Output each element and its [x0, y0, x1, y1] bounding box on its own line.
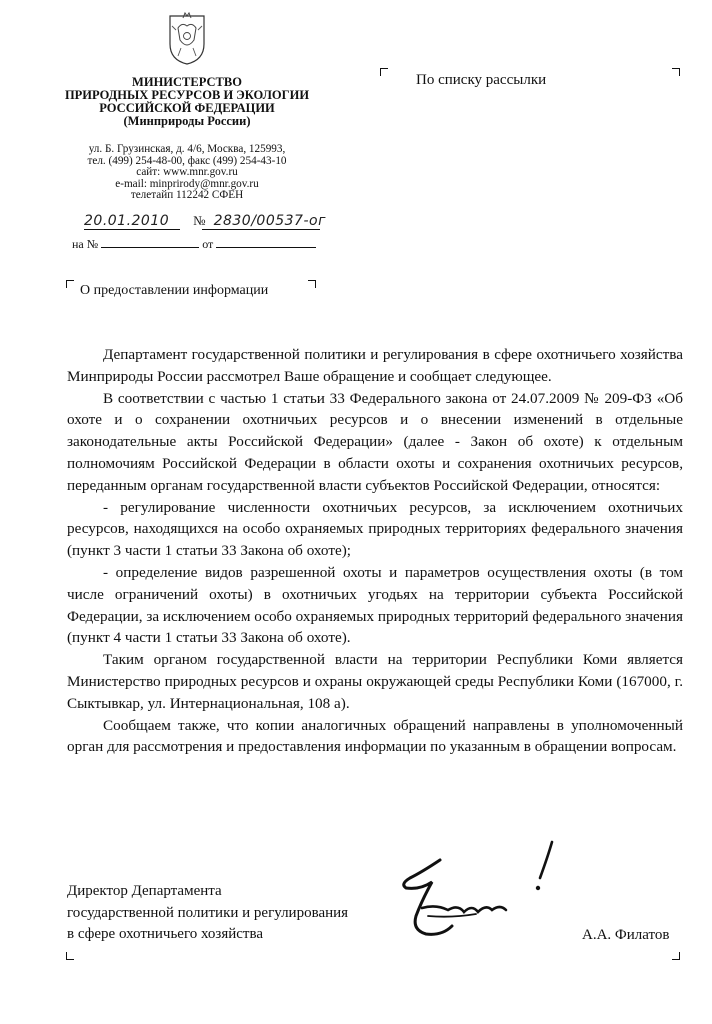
signature-corner-bl: [66, 952, 74, 960]
ministry-line: ПРИРОДНЫХ РЕСУРСОВ И ЭКОЛОГИИ: [64, 88, 310, 102]
signature-corner-br: [672, 952, 680, 960]
signatory-title-line: государственной политики и регулирования: [67, 904, 349, 921]
teletype-line: телетайп 112242 СФЕН: [130, 189, 244, 202]
reply-date-blank: [216, 237, 316, 248]
reply-reference: [72, 237, 316, 252]
ministry-contacts: [56, 144, 318, 202]
body-paragraph: - регулирование численности охотничьих ресурсов, за исключением охотничьих ресурсов, находящихся на особо охраняемых природных территориях федерального значения (пункт 3 части 1 статьи 33 Закона об охоте);: [67, 498, 683, 560]
outgoing-reference: [84, 212, 326, 230]
reply-prefix: на №: [72, 237, 99, 251]
signatory-name: А.А. Филатов: [582, 927, 670, 943]
ministry-line: МИНИСТЕРСТВО: [132, 75, 242, 89]
reply-number-blank: [101, 237, 199, 248]
date-underline: [84, 229, 180, 230]
ministry-line: (Минприроды России): [123, 114, 251, 128]
body-paragraph: В соответствии с частью 1 статьи 33 Федерального закона от 24.07.2009 № 209-ФЗ «Об охоте и о сохранении охотничьих ресурсов и о внесении изменений в отдельные законодательные акты Российской Федерации» (далее - Закон об охоте) к отдельным полномочиям Российской Федерации в области охоты и сохранения охотничьих ресурсов, переданным органам государственной власти субъектов Российской Федерации, относятся:: [67, 389, 683, 494]
number-sign: №: [193, 213, 206, 228]
letter-body: [67, 344, 683, 758]
handwritten-date: 20.01.2010: [84, 213, 170, 229]
website-line: сайт: www.mnr.gov.ru: [136, 166, 238, 179]
subject-corner-tr: [308, 280, 316, 288]
address-line: ул. Б. Грузинская, д. 4/6, Москва, 125993,: [88, 143, 286, 155]
coat-of-arms-emblem: [166, 10, 208, 66]
email-line: e-mail: minprirody@mnr.gov.ru: [115, 177, 259, 190]
recipient-corner-tr: [672, 68, 680, 76]
signatory-title-line: Директор Департамента: [67, 883, 222, 899]
subject-line: О предоставлении информации: [80, 283, 269, 298]
signatory-title: [67, 881, 348, 946]
body-paragraph: Таким органом государственной власти на территории Республики Коми является Министерство природных ресурсов и охраны окружающей среды Республики Коми (167000, г. Сыктывкар, ул. Интернациональная, 108 а).: [67, 651, 683, 712]
body-paragraph: Сообщаем также, что копии аналогичных обращений направлены в уполномоченный орган для рассмотрения и предоставления информации по указанным в обращении вопросам.: [67, 716, 683, 756]
recipient: По списку рассылки: [416, 72, 547, 88]
handwritten-signature: [392, 838, 562, 953]
number-underline: [202, 229, 320, 230]
recipient-corner-tl: [380, 68, 388, 76]
ministry-name: [56, 76, 318, 128]
ministry-line: РОССИЙСКОЙ ФЕДЕРАЦИИ: [99, 101, 275, 115]
body-paragraph: - определение видов разрешенной охоты и параметров осуществления охоты (в том числе ограничений охоты) в охотничьих угодьях на территории субъекта Российской Федерации, за исключением особо охраняемых природных территорий федерального значения (пункт 4 части 1 статьи 33 Закона об охоте).: [67, 563, 683, 647]
body-paragraph: Департамент государственной политики и регулирования в сфере охотничьего хозяйства Минприроды России рассмотрел Ваше обращение и сообщает следующее.: [67, 346, 683, 385]
reply-from-label: от: [202, 237, 214, 251]
phone-line: тел. (499) 254-48-00, факс (499) 254-43-10: [87, 154, 287, 167]
subject-corner-tl: [66, 280, 74, 288]
handwritten-number: 2830/00537-ог: [213, 213, 326, 229]
signatory-title-line: в сфере охотничьего хозяйства: [67, 926, 264, 942]
